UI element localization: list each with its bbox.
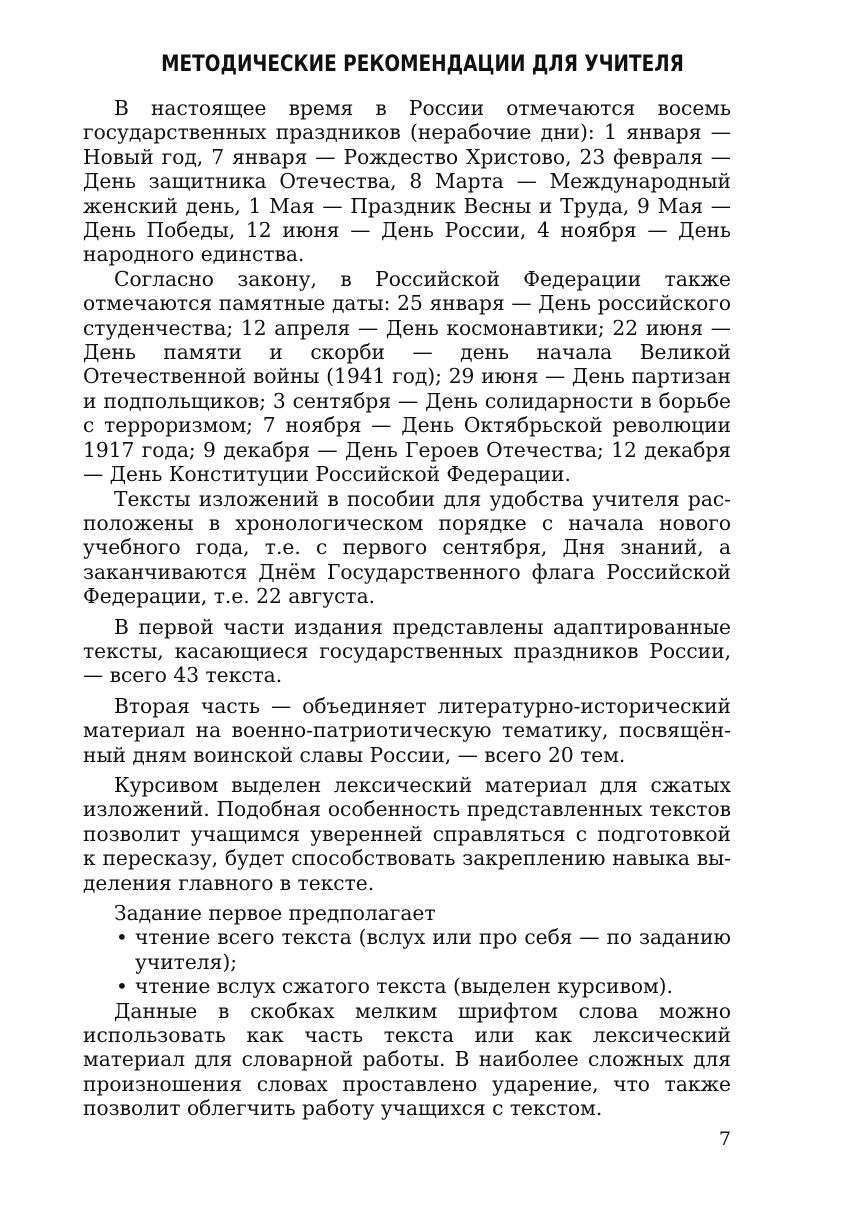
bullet-icon: • [116, 925, 128, 950]
page-number: 7 [718, 1128, 731, 1150]
list-item-text: чтение всего текста (вслух или про себя — по заданию учителя); [135, 925, 731, 974]
list-item [83, 925, 731, 974]
task-list [83, 925, 731, 998]
list-item [83, 974, 731, 998]
main-text [83, 96, 731, 1121]
paragraph-closing: Данные в скобках мелким шрифтом слова можно использовать как часть текста или как лексический материал для словарной работы. В наиболее сложных для произношения словах проставлено ударение, что также позволит облегчить работу учащихся с текстом. [83, 998, 731, 1121]
list-item-text: чтение вслух сжатого текста (выделен курсивом). [135, 974, 673, 999]
task-lead: Задание первое предполагает [114, 901, 436, 925]
paragraph-part-two: Вторая часть — объединяет литературно-исторический материал на военно-патриотическую тематику, посвящённый дням воинской славы России, — всего 20 тем. [83, 693, 731, 767]
paragraph-part-one: В первой части издания представлены адаптированные тексты, касающиеся государственных праздников России, — всего 43 текста. [83, 614, 731, 688]
paragraph-holidays: В настоящее время в России отмечаются восемь государственных праздников (нерабочие дни): 1 января — Новый год, 7 января — Рождество Христово, 23 февраля — День защитника Отечества, 8 Марта — Международный женский день, 1 Мая — Праздник Весны и Труда, 9 Мая — День Победы, 12 июня — День России, 4 ноября — День народного единства. [83, 96, 731, 267]
paragraph-italics: Курсивом выделен лексический материал для сжатых изложений. Подобная особенность представленных текстов позволит учащимся уверенней справляться с подготовкой к пересказу, будет способствовать закреплению навыка выделения главного в тексте. [83, 772, 731, 895]
paragraph-memorial-dates: Согласно закону, в Российской Федерации также отмечаются памятные даты: 25 января — День российского студенчества; 12 апреля — День космонавтики; 22 июня — День памяти и скорби — день начала Великой Отечественной войны (1941 год); 29 июня — День партизан и подпольщиков; 3 сентября — День солидарности в борьбе с терроризмом; 7 ноября — День Октябрьской революции 1917 года; 9 декабря — День Героев Отечества; 12 декабря — День Конституции Российской Федерации. [83, 266, 731, 487]
page-title: МЕТОДИЧЕСКИЕ РЕКОМЕНДАЦИИ ДЛЯ УЧИТЕЛЯ [161, 52, 684, 77]
paragraph-texts-order: Тексты изложений в пособии для удобства учителя расположены в хронологическом порядке с начала нового учебного года, т.е. с первого сентября, Дня знаний, а заканчиваются Днём Государственного флага Российской Федерации, т.е. 22 августа. [83, 486, 731, 609]
bullet-icon: • [116, 974, 128, 999]
